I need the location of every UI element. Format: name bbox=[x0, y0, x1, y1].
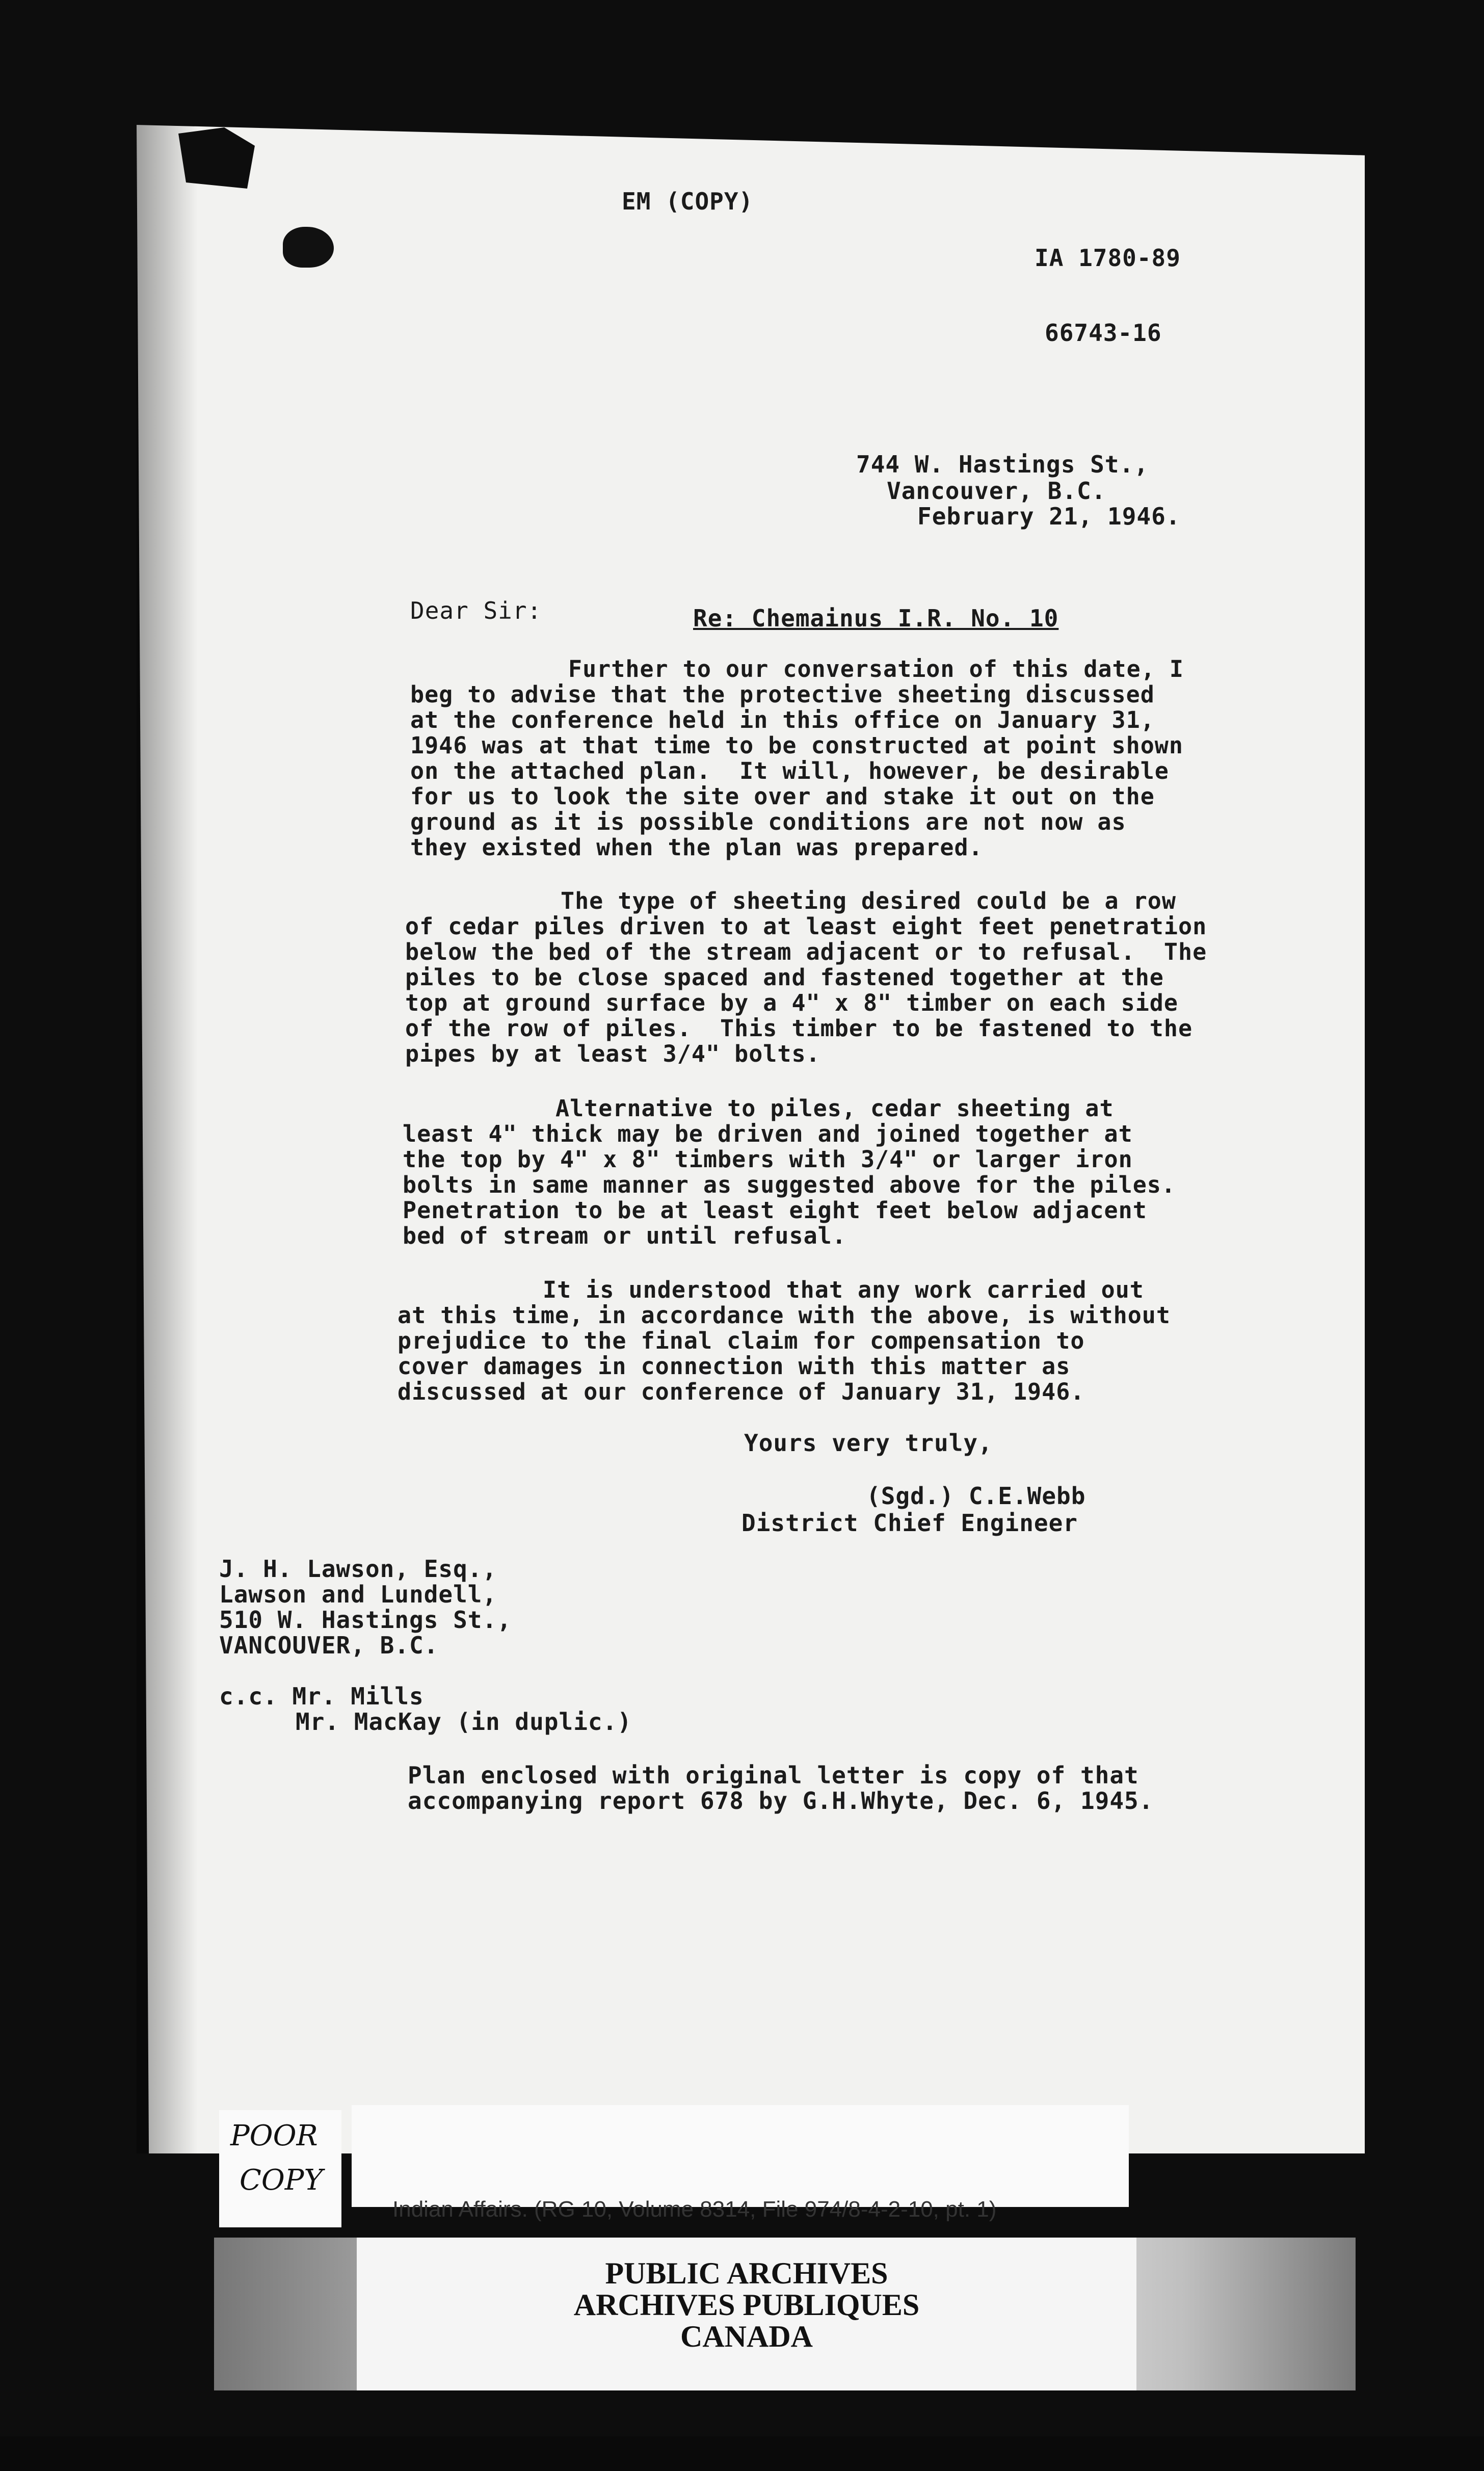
letter-date: February 21, 1946. bbox=[917, 503, 1181, 530]
archive-line2: ARCHIVES PUBLIQUES bbox=[573, 2288, 920, 2322]
paragraph-line: prejudice to the final claim for compensation to bbox=[398, 1327, 1085, 1354]
signature: (Sgd.) C.E.Webb bbox=[866, 1482, 1086, 1510]
paragraph-line: of cedar piles driven to at least eight feet penetration bbox=[405, 913, 1207, 940]
margin-note-line1: POOR bbox=[230, 2119, 318, 2152]
recipient-line3: 510 W. Hastings St., bbox=[219, 1606, 512, 1634]
recipient-line4: VANCOUVER, B.C. bbox=[219, 1632, 439, 1659]
paragraph-line: they existed when the plan was prepared. bbox=[410, 834, 983, 861]
signatory-title: District Chief Engineer bbox=[741, 1509, 1078, 1537]
paragraph-line: bolts in same manner as suggested above for the piles. bbox=[403, 1171, 1176, 1198]
paragraph-line: bed of stream or until refusal. bbox=[403, 1222, 846, 1249]
paragraph-line: pipes by at least 3/4" bolts. bbox=[405, 1040, 820, 1067]
film-edge bbox=[0, 2436, 1484, 2471]
paragraph-line: discussed at our conference of January 31, 1946. bbox=[398, 1378, 1085, 1405]
paragraph-line: top at ground surface by a 4" x 8" timber on each side bbox=[405, 989, 1178, 1016]
cc-line1: c.c. Mr. Mills bbox=[219, 1683, 424, 1710]
paragraph-line: below the bed of the stream adjacent or to refusal. The bbox=[405, 938, 1207, 965]
note-line1: Plan enclosed with original letter is copy of that bbox=[408, 1762, 1139, 1789]
complimentary-close: Yours very truly, bbox=[744, 1429, 993, 1457]
sender-address-line2: Vancouver, B.C. bbox=[887, 477, 1106, 505]
cc-line2: Mr. MacKay (in duplic.) bbox=[296, 1708, 632, 1736]
paragraph-line: 1946 was at that time to be constructed at point shown bbox=[410, 732, 1183, 759]
paragraph-line: at the conference held in this office on January 31, bbox=[410, 706, 1155, 733]
recipient-line2: Lawson and Lundell, bbox=[219, 1581, 497, 1608]
archive-reference: Indian Affairs. (RG 10, Volume 8314, File 974/8-4-2-10, pt. 1) bbox=[392, 2197, 997, 2222]
archive-line1: PUBLIC ARCHIVES bbox=[605, 2256, 888, 2290]
paragraph-line: the top by 4" x 8" timbers with 3/4" or larger iron bbox=[403, 1146, 1133, 1173]
paragraph-line: least 4" thick may be driven and joined together at bbox=[403, 1120, 1133, 1147]
paragraph-line: piles to be close spaced and fastened together at the bbox=[405, 964, 1164, 991]
copy-mark: EM (COPY) bbox=[622, 188, 754, 215]
reference-number-1: IA 1780-89 bbox=[1035, 244, 1181, 272]
paragraph-line: on the attached plan. It will, however, be desirable bbox=[410, 757, 1169, 784]
sheet-shadow bbox=[137, 125, 198, 2153]
paragraph-line: of the row of piles. This timber to be fastened to the bbox=[405, 1015, 1193, 1042]
margin-note-line2: COPY bbox=[240, 2164, 323, 2197]
archive-reference-label bbox=[352, 2105, 1129, 2207]
paragraph-line: for us to look the site over and stake it out on the bbox=[410, 783, 1155, 810]
salutation: Dear Sir: bbox=[410, 597, 542, 624]
recipient-line1: J. H. Lawson, Esq., bbox=[219, 1555, 497, 1583]
subject-line: Re: Chemainus I.R. No. 10 bbox=[693, 604, 1059, 632]
paragraph-line: cover damages in connection with this matter as bbox=[398, 1353, 1071, 1380]
paragraph-line: at this time, in accordance with the above, is without bbox=[398, 1302, 1171, 1329]
paragraph-line: Further to our conversation of this date, I bbox=[568, 655, 1184, 682]
paragraph-line: It is understood that any work carried out bbox=[543, 1276, 1144, 1303]
reference-number-2: 66743-16 bbox=[1045, 319, 1162, 347]
poor-copy-note bbox=[219, 2110, 341, 2227]
punch-hole bbox=[283, 227, 334, 268]
sender-address-line1: 744 W. Hastings St., bbox=[856, 451, 1149, 478]
paragraph-line: beg to advise that the protective sheeting discussed bbox=[410, 681, 1155, 708]
paragraph-line: Penetration to be at least eight feet below adjacent bbox=[403, 1197, 1147, 1224]
archive-line3: CANADA bbox=[680, 2320, 813, 2353]
paragraph-line: Alternative to piles, cedar sheeting at bbox=[555, 1095, 1114, 1122]
paragraph-line: ground as it is possible conditions are not now as bbox=[410, 808, 1126, 835]
paragraph-line: The type of sheeting desired could be a row bbox=[561, 887, 1176, 914]
note-line2: accompanying report 678 by G.H.Whyte, Dec. 6, 1945. bbox=[408, 1787, 1154, 1815]
